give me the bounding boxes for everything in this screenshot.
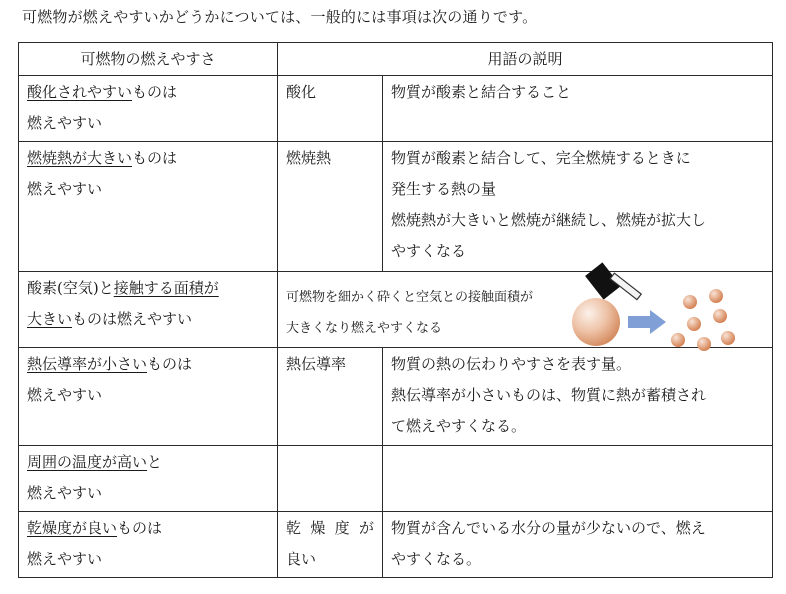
description-line: 物質が含んでいる水分の量が少ないので、燃え: [391, 519, 706, 537]
description-cell: [383, 142, 773, 272]
description-line: 可燃物を細かく砕くと空気との接触面積が: [286, 290, 534, 305]
header-term-explanation: 用語の説明: [278, 43, 773, 76]
condition-line2: 燃えやすい: [27, 484, 103, 502]
condition-cell: [19, 348, 278, 446]
condition-rest: ものは燃えやすい: [72, 310, 193, 328]
header-row: [19, 43, 773, 76]
condition-cell: [19, 272, 278, 348]
condition-rest: ものは: [132, 149, 178, 167]
condition-line2: 燃えやすい: [27, 180, 103, 198]
condition-underlined: 酸化されやすい: [27, 83, 133, 101]
condition-rest: と: [147, 453, 163, 471]
term-line: 乾燥度が: [286, 519, 374, 537]
condition-line2: 燃えやすい: [27, 550, 103, 568]
description-line: 燃焼熱が大きいと燃焼が継続し、燃焼が拡大し: [391, 211, 707, 229]
large-particle-icon: [572, 298, 620, 346]
condition-underlined: 乾燥度が良い: [27, 519, 118, 537]
description-cell-with-illustration: [278, 272, 773, 348]
term-cell: [278, 446, 383, 512]
description-line: 物質の熱の伝わりやすさを表す量。: [391, 355, 632, 373]
description-cell: [383, 512, 773, 578]
description-line: 発生する熱の量: [391, 180, 497, 198]
description-line: やすくなる: [391, 242, 467, 260]
condition-rest: ものは: [147, 355, 193, 373]
condition-underlined: 周囲の温度が高い: [27, 453, 148, 471]
description-line: 熱伝導率が小さいものは、物質に熱が蓄積され: [391, 386, 707, 404]
condition-cell: [19, 512, 278, 578]
term-line: 良い: [286, 550, 317, 568]
header-flammability: 可燃物の燃えやすさ: [19, 43, 278, 76]
condition-cell: [19, 76, 278, 142]
table-row: [19, 272, 773, 348]
condition-rest: ものは: [132, 83, 178, 101]
term-cell: [278, 512, 383, 578]
illustration-caption: [286, 282, 533, 344]
term-cell: 燃焼熱: [278, 142, 383, 272]
condition-underlined: 接触する面積が: [113, 279, 219, 297]
hammer-icon: [585, 262, 641, 299]
flammability-table: [18, 42, 773, 578]
small-particles-icon: [671, 289, 735, 351]
condition-underlined: 熱伝導率が小さい: [27, 355, 148, 373]
table-row: [19, 142, 773, 272]
table-row: [19, 446, 773, 512]
description-cell: [383, 76, 773, 142]
intro-text: 可燃物が燃えやすいかどうかについては、一般的には事項は次の通りです。: [22, 8, 538, 26]
condition-underlined-2: 大きい: [27, 310, 73, 328]
condition-cell: [19, 446, 278, 512]
description-line: て燃えやすくなる。: [391, 417, 527, 435]
condition-rest: ものは: [117, 519, 163, 537]
description-cell: [383, 348, 773, 446]
description-line: 物質が酸素と結合すること: [391, 83, 572, 101]
term-cell: 酸化: [278, 76, 383, 142]
condition-cell: [19, 142, 278, 272]
crushing-illustration: [570, 260, 770, 356]
condition-line2: 燃えやすい: [27, 114, 103, 132]
table-row: [19, 512, 773, 578]
term-cell: 熱伝導率: [278, 348, 383, 446]
table-row: [19, 348, 773, 446]
description-line: 大きくなり燃えやすくなる: [286, 321, 443, 336]
condition-underlined: 燃焼熱が大きい: [27, 149, 133, 167]
description-line: やすくなる。: [391, 550, 482, 568]
condition-prefix: 酸素(空気)と: [27, 279, 114, 297]
table-row: [19, 76, 773, 142]
description-line: 物質が酸素と結合して、完全燃焼するときに: [391, 149, 691, 167]
description-cell: [383, 446, 773, 512]
arrow-icon: [628, 310, 666, 334]
condition-line2: 燃えやすい: [27, 386, 103, 404]
